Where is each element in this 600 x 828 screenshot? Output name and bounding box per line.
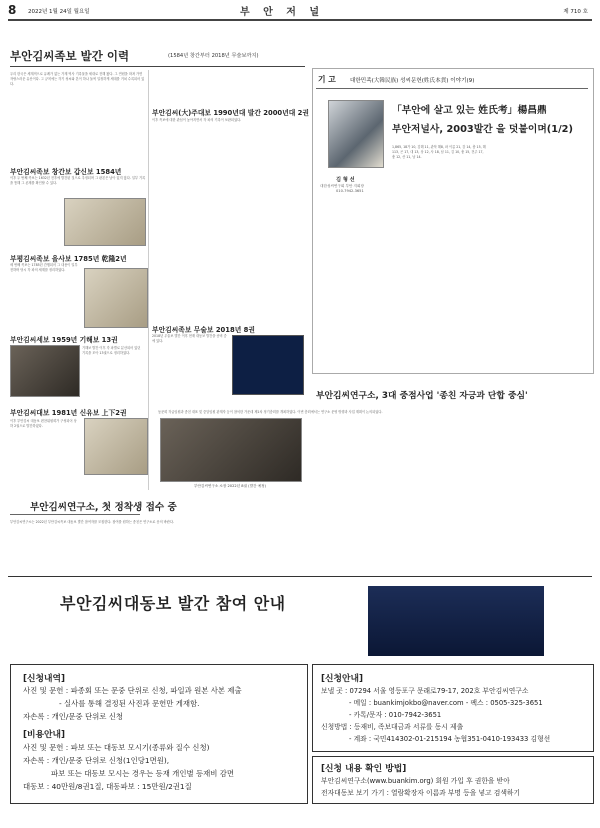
column-label: 기 고 bbox=[318, 75, 336, 84]
column-divider bbox=[148, 70, 149, 490]
contact-box bbox=[312, 664, 594, 752]
newspaper-name: 부 안 저 널 bbox=[240, 7, 325, 18]
check-heading: [신청 내용 확인 방법] bbox=[321, 764, 407, 774]
contact-line-5: - 계좌 : 국민414302-01-215194 농협351-0410-193433 김형선 bbox=[349, 735, 551, 743]
contact-line-1: 보낼 곳 : 07294 서울 영등포구 문래로79-17, 202호 부안김씨연구소 bbox=[321, 687, 529, 695]
book-photo-2018 bbox=[232, 335, 304, 395]
book-photo-set bbox=[160, 418, 302, 482]
contact-line-3: - 카톡/문자 : 010-7942-3651 bbox=[349, 711, 442, 719]
history-item-2-text: 세 번째 족보는 1785년 간행되어 그 내용이 일부 전하며 당시 각 파의 세계를 정리하였다. bbox=[10, 263, 78, 273]
book-photo-1959 bbox=[10, 345, 80, 397]
column-byline: 대한민족(大韓民族) 성씨문헌(姓氏本貫) 이야기(9) bbox=[350, 78, 475, 84]
history-item-6-heading: 부안김씨족보 무술보 2018년 8권 bbox=[152, 326, 255, 334]
history-intro: 우리 한국은 세계적으로 유례가 없는 가계 역사 기록물을 세대로 전해 왔다. 그 연원을 따져 가면 자랑스러운 유산이다. 그 규칙에는 각기 성씨와 본이 하나 둘씩 일정하게 세대를 거쳐 수록되어 있다. bbox=[10, 72, 145, 87]
apply-line-2: - 실사를 통해 결정된 사진과 문헌만 게재함. bbox=[59, 699, 200, 708]
first-meeting-body: 부안김씨연구소는 2022년 부안김씨족보 대동보 발간 참여자를 모집한다. 참여를 원하는 종친은 연구소로 문의 바란다. bbox=[10, 520, 174, 524]
column-rule bbox=[316, 88, 588, 89]
contact-line-2: - 메일 : buankimjokbo@naver.com - 팩스 : 0505-325-3651 bbox=[349, 699, 543, 707]
history-title: 부안김씨족보 발간 이력 bbox=[10, 49, 130, 63]
issue-date: 2022년 1월 24일 월요일 bbox=[28, 9, 90, 15]
history-item-4-heading: 부안김씨대보 1981년 신유보 上下2권 bbox=[10, 409, 127, 417]
apply-line-3: 자손록 : 개인/문중 단위로 신청 bbox=[23, 712, 124, 721]
issue-number: 제 710 호 bbox=[563, 9, 588, 15]
history-item-1-heading: 부안김씨족보 창간보 갑신보 1584년 bbox=[10, 168, 122, 176]
history-rule bbox=[10, 66, 305, 67]
book-photo-1584 bbox=[64, 198, 146, 246]
first-meeting-headline: 부안김씨연구소, 첫 정착생 접수 중 bbox=[30, 502, 177, 513]
history-subtitle: (1584년 창간부터 2018년 무술보까지) bbox=[168, 53, 259, 59]
apply-heading: [신청내역] bbox=[23, 674, 66, 684]
banner-books-image bbox=[368, 586, 544, 656]
book-photo-1785 bbox=[84, 268, 148, 328]
history-item-3-text: 기해보 발간 이후 각 파별로 분산되어 있던 기록을 모아 13권으로 정리하였다. bbox=[82, 346, 141, 356]
history-item-4-text: 이후 부안김씨 대동보 편찬위원회가 구성되어 상하 2권으로 발간하였다. bbox=[10, 419, 77, 429]
history-item-6-text: 2018년 무술보 발간 이후 현재 대동보 발간을 준비 중에 있다. bbox=[152, 334, 227, 344]
apply-line-4: 사진 및 문헌 : 파보 또는 대동보 모시기(종류와 질수 신청) bbox=[23, 743, 210, 752]
author-name: 김 형 선 bbox=[336, 177, 355, 183]
page-header bbox=[0, 0, 600, 20]
check-line-2: 전자대동보 보기 가기 : 열람확장자 이름과 부명 등을 넣고 검색하기 bbox=[321, 789, 521, 797]
banner-title: 부안김씨대동보 발간 참여 안내 bbox=[60, 594, 286, 613]
apply-line-5: 자손록 : 개인/문중 단위로 신청(1인당1면원), bbox=[23, 756, 170, 765]
history-item-5-heading: 부안김씨(大)주대보 1990년대 발간 2000년대 2권 bbox=[152, 109, 309, 117]
apply-line-6: 파보 또는 대동보 모시는 경우는 등재 개인별 등재비 감면 bbox=[51, 769, 235, 778]
first-meeting-rule bbox=[10, 514, 140, 515]
history-item-5-text: 이후 족보에 대한 관심이 높아지면서 각 파의 기록이 보완되었다. bbox=[152, 118, 242, 122]
author-photo bbox=[328, 100, 384, 168]
cost-heading: [비용안내] bbox=[23, 730, 66, 740]
institute-headline: 부안김씨연구소, 3대 중점사업 '종친 자긍과 단합 중심' bbox=[316, 391, 528, 401]
check-box bbox=[312, 756, 594, 804]
author-title: 대한성씨연구회 부안 지회장 bbox=[320, 184, 364, 188]
author-contact: 010-7942-3651 bbox=[336, 189, 364, 193]
history-source-caption: 부안김씨연구소 소장 2022년 8권 (발간 예정) bbox=[193, 484, 267, 488]
check-line-1: 부안김씨연구소(www.buankim.org) 회원 가입 후 권한을 받아 bbox=[321, 777, 510, 785]
page-number: 8 bbox=[8, 3, 17, 17]
apply-box bbox=[10, 664, 308, 804]
apply-line-1: 사진 및 문헌 : 파종회 또는 문중 단위로 신청, 파일과 원본 사본 제출 bbox=[23, 686, 242, 695]
column-headline: 「부안에 살고 있는 姓氏考」楊昌鼎 bbox=[392, 105, 547, 116]
history-item-2-heading: 부평김씨족보 을사보 1785년 乾隆2년 bbox=[10, 255, 127, 263]
header-rule bbox=[8, 19, 592, 21]
contact-line-4: 신청방법 : 등재비, 족보대금과 서류를 동시 제출 bbox=[321, 723, 464, 731]
column-subheadline: 부안저널사, 2003발간 을 덧붙이며(1/2) bbox=[392, 124, 573, 135]
contact-heading: [신청안내] bbox=[321, 674, 364, 684]
institute-body: 동문회 각급임원과 종친 대표 및 중앙임원 관계자 등이 참석한 가운데 제1차 정기총회를 개최하였다. 이번 총회에서는 연구소 운영 방향과 사업 계획이 논의되었다. bbox=[158, 410, 383, 414]
banner-rule-top bbox=[8, 576, 592, 577]
history-item-1-text: 이후 두 번째 족보는 1632년 전후에 발간된 것으로 추정되며 그 판본은 남아 있지 않다. 일부 기록을 통해 그 존재를 확인할 수 있다. bbox=[10, 176, 146, 186]
column-body: 1,865, 18가 10, 김해 11, 관북 해8, 파 이름 21, 감 14, 충 15, 해 113, 곤 17, 대 13, 상 12, 사 18, 남 11, 김 10, 충 15, 전주 17, 충 12, 산 11, 남 14. bbox=[392, 145, 486, 160]
history-item-3-heading: 부안김씨세보 1959년 기해보 13권 bbox=[10, 336, 118, 344]
apply-line-7: 대동보 : 40만원/8권1질, 대동파보 : 15만원/2권1질 bbox=[23, 782, 192, 791]
book-photo-1981 bbox=[84, 418, 148, 475]
